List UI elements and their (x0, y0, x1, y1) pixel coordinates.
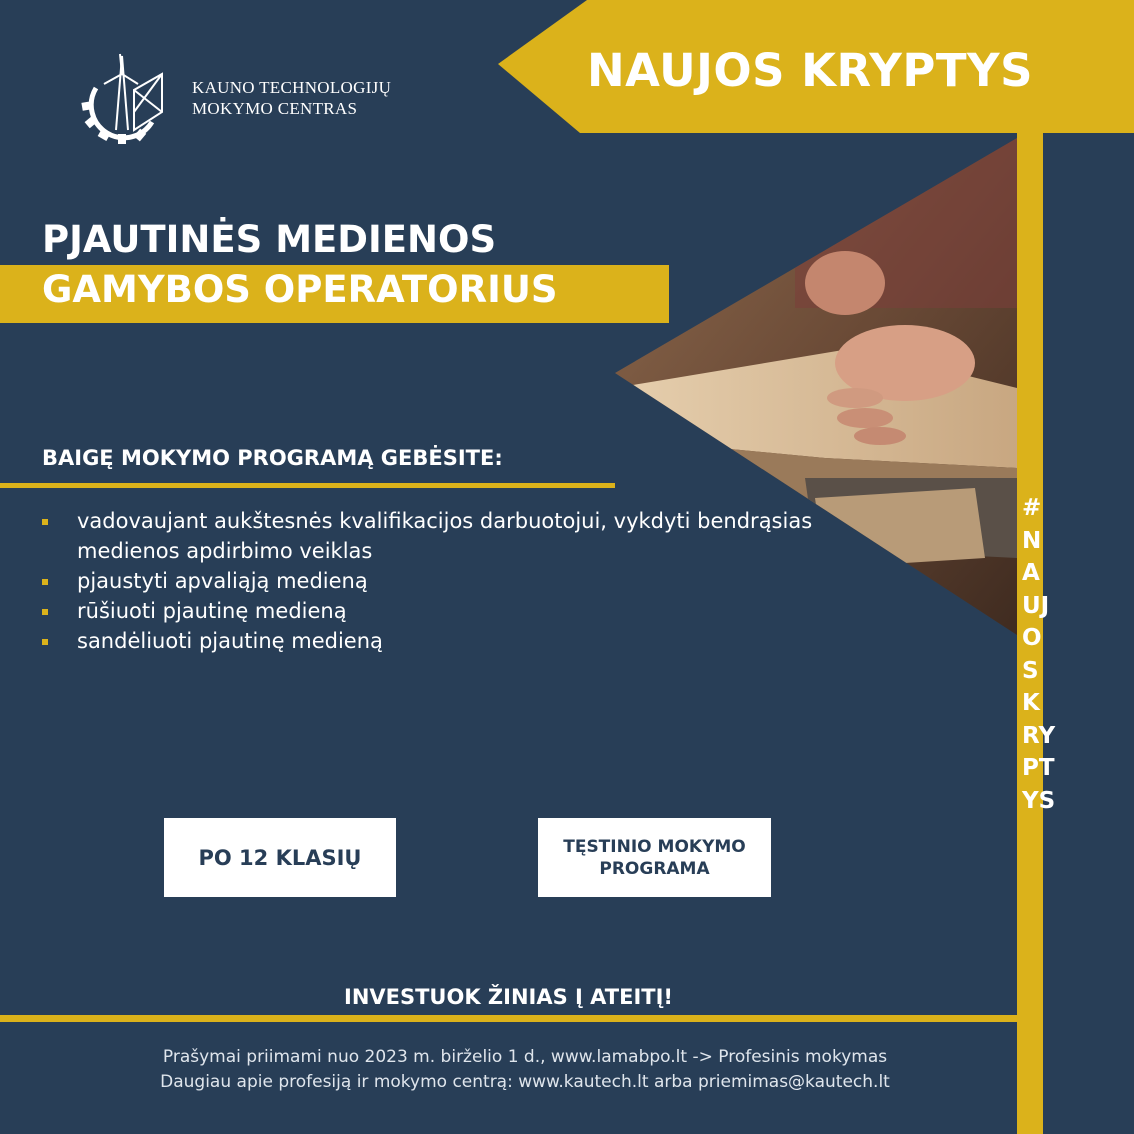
program-line: PROGRAMA (599, 858, 710, 879)
after-class-box (164, 818, 396, 897)
title-line-2: GAMYBOS OPERATORIUS (42, 268, 558, 311)
hashtag-line: O (1022, 625, 1042, 651)
hashtag-line: A (1022, 560, 1040, 586)
after-class-label: PO 12 KLASIŲ (198, 845, 362, 870)
program-type-box (538, 818, 771, 897)
program-line: TĘSTINIO MOKYMO (563, 836, 746, 857)
hashtag-line: UJ (1022, 592, 1050, 619)
gear-wind-turbine-logo-icon (76, 50, 172, 146)
title-line-1: PJAUTINĖS MEDIENOS (42, 218, 497, 261)
hashtag-line: PT (1022, 755, 1055, 781)
hashtag-line: N (1022, 527, 1042, 554)
slogan: INVESTUOK ŽINIAS Į ATEITĮ! (344, 985, 673, 1009)
hashtag-line: S (1022, 657, 1039, 684)
list-item: vadovaujant aukštesnės kvalifikacijos darbuotojui, vykdyti bendrąsias medienos apdirbimo veiklas (40, 506, 830, 566)
skills-underline (0, 483, 615, 488)
footer-line-applications: Prašymai priimami nuo 2023 m. birželio 1 d., www.lamabpo.lt -> Profesinis mokymas (162, 1047, 888, 1067)
logo-text (192, 77, 391, 119)
list-item: rūšiuoti pjautinę medieną (40, 596, 830, 626)
footer-info (0, 1045, 1050, 1095)
logo-line: MOKYMO CENTRAS (192, 99, 358, 118)
list-item: pjaustyti apvaliąją medieną (40, 566, 830, 596)
ribbon-title: NAUJOS KRYPTYS (586, 44, 1034, 97)
vertical-hashtag (1022, 492, 1082, 817)
hashtag-line: K (1022, 690, 1040, 716)
list-item: sandėliuoti pjautinę medieną (40, 626, 830, 656)
footer-line-contacts: Daugiau apie profesiją ir mokymo centrą: www.kautech.lt arba priemimas@kautech.lt (160, 1072, 890, 1092)
skills-heading: BAIGĘ MOKYMO PROGRAMĄ GEBĖSITE: (42, 446, 503, 470)
logo-line: KAUNO TECHNOLOGIJŲ (192, 78, 392, 97)
hashtag-line: YS (1022, 787, 1056, 814)
hashtag-line: # (1022, 495, 1042, 521)
skills-list (40, 506, 830, 656)
footer-divider (0, 1015, 1017, 1022)
hashtag-line: RY (1022, 722, 1056, 749)
